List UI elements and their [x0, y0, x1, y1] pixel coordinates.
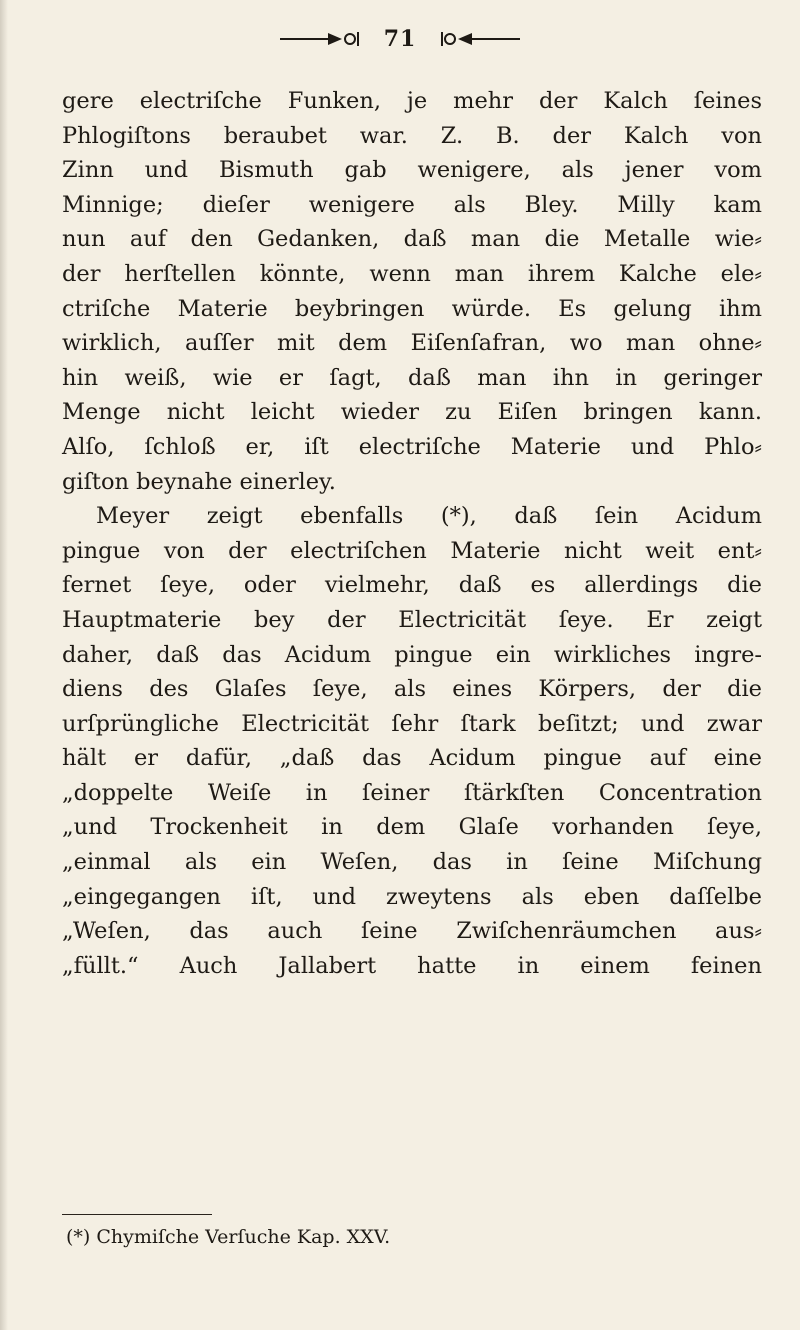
text-line: Alſo, ſchloß er, iſt electriſche Materie und Phlo⸗: [62, 433, 762, 460]
footnote-divider: [62, 1214, 212, 1215]
text-line: diens des Glaſes ſeye, als eines Körpers, der die: [62, 676, 762, 703]
text-line: pingue von der electriſchen Materie nicht weit ent⸗: [62, 537, 762, 564]
text-line: „einmal als ein Weſen, das in ſeine Miſchung: [62, 849, 762, 876]
page-header: [0, 26, 800, 52]
text-line: „eingegangen iſt, und zweytens als eben daſſelbe: [62, 883, 762, 910]
left-ornament-icon: [276, 29, 366, 49]
text-line: gere electriſche Funken, je mehr der Kalch ſeines: [62, 88, 762, 114]
text-line: urſprüngliche Electricität ſehr ſtark beſitzt; und zwar: [62, 710, 762, 737]
right-ornament-icon: [434, 29, 524, 49]
page-number: 71: [383, 26, 417, 52]
body-text: [62, 84, 762, 983]
text-line: hält er dafür, „daß das Acidum pingue auf eine: [62, 745, 762, 772]
text-line: daher, daß das Acidum pingue ein wirkliches ingre-: [62, 641, 762, 668]
page-edge-shadow: [0, 0, 8, 1330]
text-line: giſton beynahe einerley.: [62, 468, 336, 495]
text-line: Menge nicht leicht wieder zu Eiſen bringen kann.: [62, 399, 762, 426]
text-line: Meyer zeigt ebenfalls (*), daß ſein Acidum: [96, 503, 762, 530]
text-line: nun auf den Gedanken, daß man die Metalle wie⸗: [62, 226, 762, 253]
text-line: Zinn und Bismuth gab wenigere, als jener vom: [62, 157, 762, 184]
text-line: „doppelte Weiſe in ſeiner ſtärkſten Concentration: [62, 779, 762, 806]
text-line: Minnige; dieſer wenigere als Bley. Milly kam: [62, 191, 762, 218]
text-line: „füllt.“ Auch Jallabert hatte in einem feinen: [62, 952, 762, 979]
text-line: wirklich, auſſer mit dem Eiſenſafran, wo man ohne⸗: [62, 330, 762, 357]
text-line: Phlogiſtons beraubet war. Z. B. der Kalch von: [62, 122, 762, 149]
text-line: der herſtellen könnte, wenn man ihrem Kalche ele⸗: [62, 260, 762, 287]
text-line: Hauptmaterie bey der Electricität ſeye. Er zeigt: [62, 606, 762, 633]
text-line: ctriſche Materie beybringen würde. Es gelung ihm: [62, 295, 762, 322]
text-line: „und Trockenheit in dem Glaſe vorhanden ſeye,: [62, 814, 762, 841]
footnote: (*) Chymiſche Verſuche Kap. XXV.: [66, 1226, 391, 1248]
text-line: hin weiß, wie er ſagt, daß man ihn in geringer: [62, 364, 762, 391]
text-line: fernet ſeye, oder vielmehr, daß es allerdings die: [62, 572, 762, 599]
text-line: „Weſen, das auch ſeine Zwiſchenräumchen aus⸗: [62, 918, 762, 945]
